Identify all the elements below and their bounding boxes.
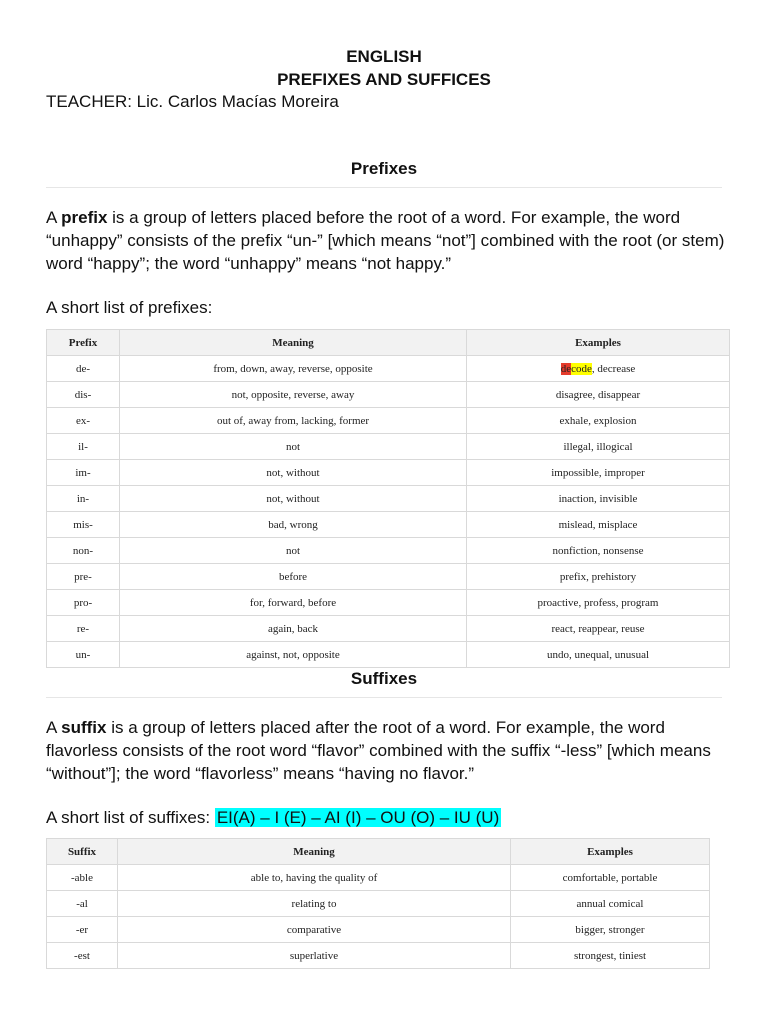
suffix-table	[46, 838, 710, 969]
prefix-cell: ex-	[47, 408, 120, 434]
examples-cell: mislead, misplace	[467, 512, 730, 538]
meaning-cell: not	[120, 538, 467, 564]
prefix-col-header: Prefix	[47, 330, 120, 356]
suffix-definition-lead: A	[46, 718, 62, 737]
meaning-cell: superlative	[118, 943, 511, 969]
prefix-term: prefix	[61, 208, 108, 227]
examples-cell: impossible, improper	[467, 460, 730, 486]
meaning-cell: able to, having the quality of	[118, 865, 511, 891]
highlight-yellow: code	[571, 362, 592, 375]
table-row	[47, 564, 730, 590]
examples-cell: disagree, disappear	[467, 382, 730, 408]
examples-cell: react, reappear, reuse	[467, 616, 730, 642]
prefix-cell: dis-	[47, 382, 120, 408]
prefix-cell: im-	[47, 460, 120, 486]
meaning-cell: from, down, away, reverse, opposite	[120, 356, 467, 382]
suffix-col-header: Suffix	[47, 839, 118, 865]
prefix-table-header	[47, 330, 730, 356]
examples-cell	[467, 356, 730, 382]
suffix-definition	[46, 716, 736, 785]
table-row	[47, 616, 730, 642]
meaning-cell: not, without	[120, 460, 467, 486]
examples-cell: nonfiction, nonsense	[467, 538, 730, 564]
suffixes-divider	[46, 697, 722, 698]
suffixes-heading: Suffixes	[350, 669, 418, 688]
examples-cell: comfortable, portable	[511, 865, 710, 891]
document-subtitle: PREFIXES AND SUFFICES	[277, 70, 491, 89]
examples-cell: undo, unequal, unusual	[467, 642, 730, 668]
prefix-cell: il-	[47, 434, 120, 460]
prefix-cell: in-	[47, 486, 120, 512]
table-row	[47, 590, 730, 616]
meaning-cell: relating to	[118, 891, 511, 917]
suffix-definition-text: is a group of letters placed after the root of a word. For example, the word flavorless consists of the root word “flavor” combined with the suffix “-less” [which means “without”]; the word “flavorless” means “having no flavor.”	[46, 718, 711, 783]
table-row	[47, 356, 730, 382]
prefixes-heading: Prefixes	[350, 159, 418, 178]
examples-cell: exhale, explosion	[467, 408, 730, 434]
highlight-red: de	[560, 362, 572, 375]
suffix-cell: -able	[47, 865, 118, 891]
prefix-cell: un-	[47, 642, 120, 668]
prefix-definition-lead: A	[46, 208, 62, 227]
examples-cell: illegal, illogical	[467, 434, 730, 460]
suffix-list-label	[46, 806, 736, 829]
meaning-cell: out of, away from, lacking, former	[120, 408, 467, 434]
suffix-table-header	[47, 839, 710, 865]
meaning-cell: comparative	[118, 917, 511, 943]
examples-cell: annual comical	[511, 891, 710, 917]
prefix-table	[46, 329, 730, 668]
suffix-list-label-text: A short list of suffixes:	[46, 808, 215, 827]
examples-cell: proactive, profess, program	[467, 590, 730, 616]
meaning-cell: bad, wrong	[120, 512, 467, 538]
meaning-cell: against, not, opposite	[120, 642, 467, 668]
examples-cell: prefix, prehistory	[467, 564, 730, 590]
meaning-cell: again, back	[120, 616, 467, 642]
prefix-definition-text: is a group of letters placed before the root of a word. For example, the word “unhappy” consists of the prefix “un-” [which means “not”] combined with the root (or stem) word “happy”; the word “unhappy” means “not happy.”	[46, 208, 725, 273]
table-row	[47, 512, 730, 538]
table-row	[47, 460, 730, 486]
table-row	[47, 486, 730, 512]
meaning-cell: before	[120, 564, 467, 590]
example-rest: , decrease	[591, 362, 636, 375]
prefix-cell: pro-	[47, 590, 120, 616]
prefix-cell: pre-	[47, 564, 120, 590]
suffix-examples-col-header: Examples	[511, 839, 710, 865]
prefixes-divider	[46, 187, 722, 188]
table-row	[47, 538, 730, 564]
meaning-cell: not, without	[120, 486, 467, 512]
table-row	[47, 891, 710, 917]
prefix-cell: mis-	[47, 512, 120, 538]
suffix-term: suffix	[61, 718, 107, 737]
suffix-cell: -est	[47, 943, 118, 969]
meaning-col-header: Meaning	[120, 330, 467, 356]
suffix-meaning-col-header: Meaning	[118, 839, 511, 865]
prefix-cell: de-	[47, 356, 120, 382]
meaning-cell: for, forward, before	[120, 590, 467, 616]
meaning-cell: not, opposite, reverse, away	[120, 382, 467, 408]
prefix-cell: non-	[47, 538, 120, 564]
suffix-cell: -al	[47, 891, 118, 917]
vowel-pronunciation-note: EI(A) – I (E) – AI (I) – OU (O) – IU (U)	[216, 808, 500, 827]
document-title: ENGLISH	[346, 47, 422, 66]
table-row	[47, 917, 710, 943]
table-row	[47, 382, 730, 408]
prefix-definition	[46, 206, 736, 275]
examples-col-header: Examples	[467, 330, 730, 356]
prefix-cell: re-	[47, 616, 120, 642]
teacher-line: TEACHER: Lic. Carlos Macías Moreira	[46, 92, 339, 111]
table-row	[47, 408, 730, 434]
examples-cell: bigger, stronger	[511, 917, 710, 943]
table-row	[47, 434, 730, 460]
suffix-cell: -er	[47, 917, 118, 943]
table-row	[47, 642, 730, 668]
table-row	[47, 943, 710, 969]
examples-cell: strongest, tiniest	[511, 943, 710, 969]
prefix-list-label: A short list of prefixes:	[46, 298, 213, 317]
meaning-cell: not	[120, 434, 467, 460]
table-row	[47, 865, 710, 891]
examples-cell: inaction, invisible	[467, 486, 730, 512]
